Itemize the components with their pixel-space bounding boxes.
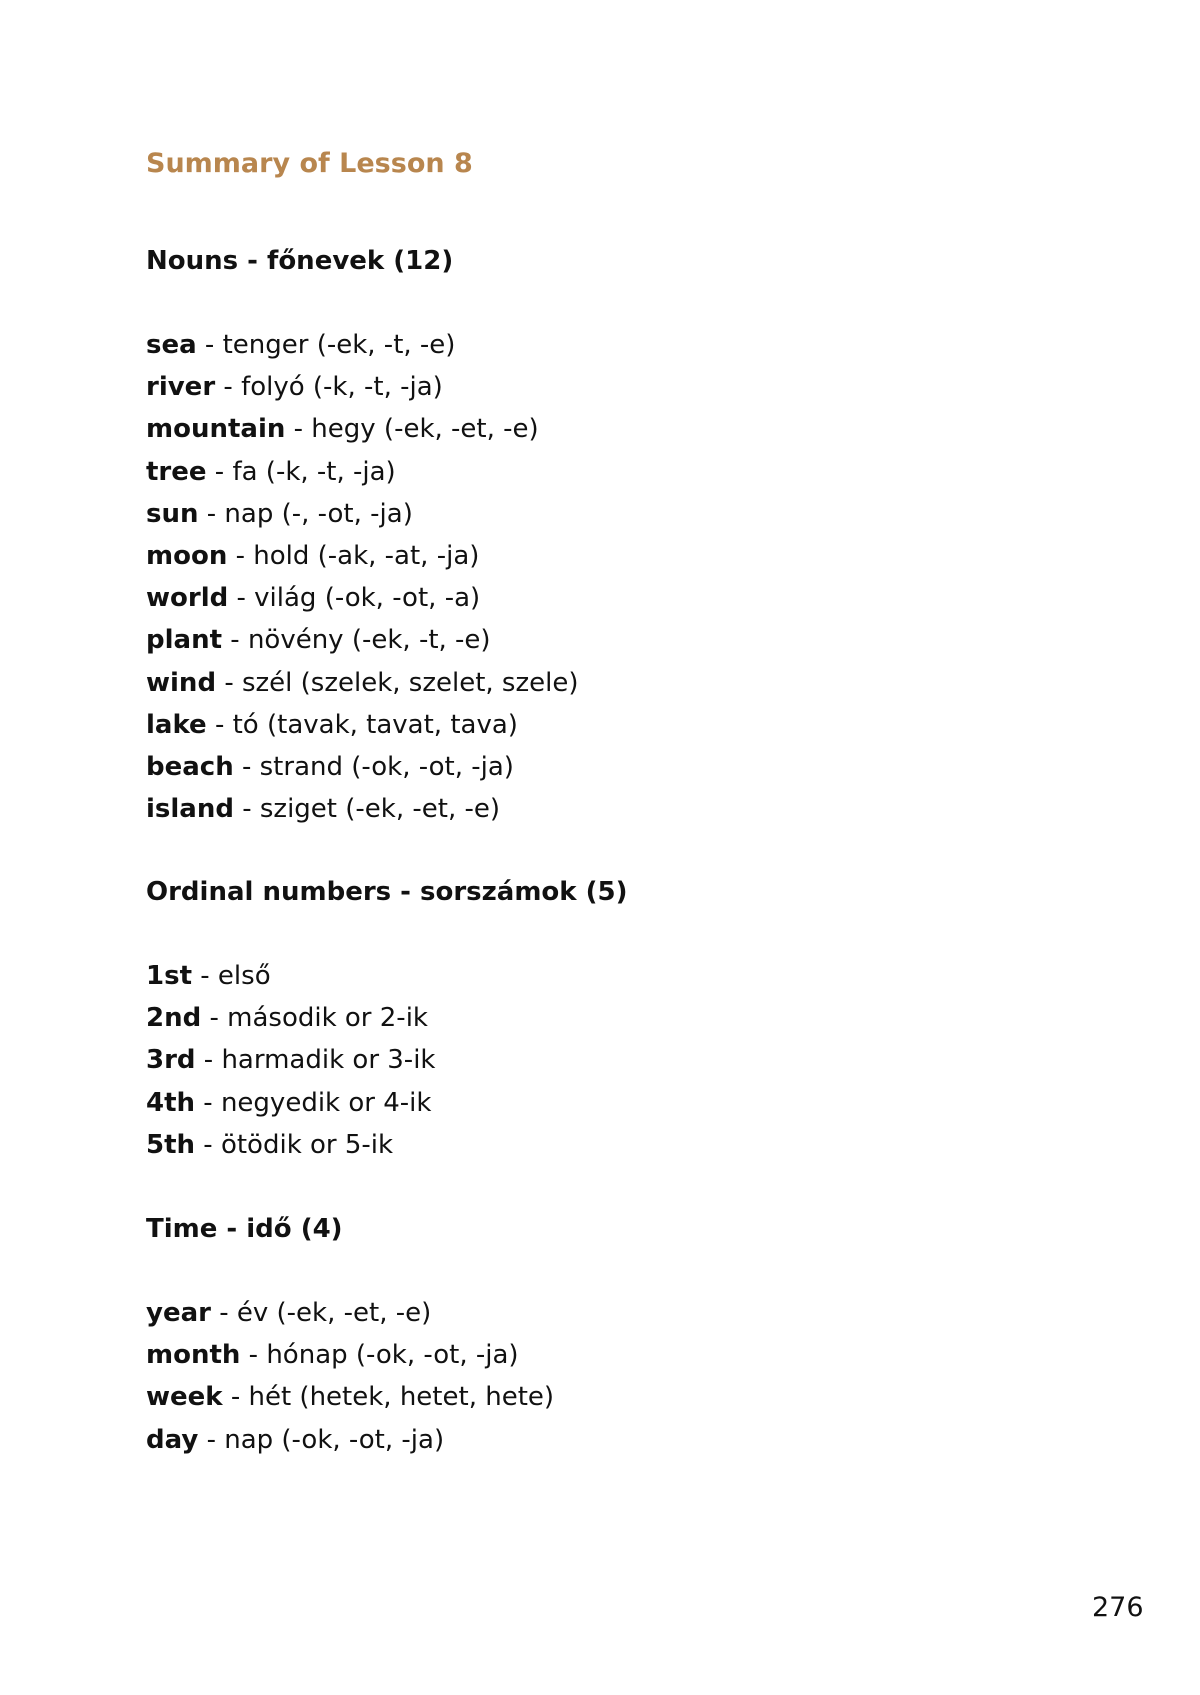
section-time — [146, 1208, 1046, 1461]
vocab-entry: 2nd - második or 2-ik — [146, 1003, 428, 1034]
vocab-entry: day - nap (-ok, -ot, -ja) — [146, 1424, 445, 1455]
vocab-entry: sun - nap (-, -ot, -ja) — [146, 498, 413, 529]
entry-definition: hold (-ak, -at, -ja) — [253, 540, 480, 571]
section-heading: Ordinal numbers - sorszámok (5) — [146, 877, 628, 907]
entry-term: 1st — [146, 961, 192, 991]
entry-list — [146, 955, 1046, 1166]
entry-list — [146, 1292, 1046, 1461]
entry-term: 3rd — [146, 1045, 196, 1076]
entry-term: day — [146, 1424, 199, 1455]
entry-term: 2nd — [146, 1003, 202, 1034]
entry-definition: nap (-, -ot, -ja) — [224, 498, 413, 529]
vocab-entry: week - hét (hetek, hetet, hete) — [146, 1382, 555, 1413]
vocab-entry: moon - hold (-ak, -at, -ja) — [146, 540, 480, 571]
entry-definition: hónap (-ok, -ot, -ja) — [266, 1340, 519, 1371]
vocab-entry: sea - tenger (-ek, -t, -e) — [146, 330, 456, 360]
entry-definition: strand (-ok, -ot, -ja) — [259, 751, 514, 782]
vocab-entry: mountain - hegy (-ek, -et, -e) — [146, 414, 539, 445]
entry-definition: második or 2-ik — [227, 1003, 428, 1034]
section-nouns — [146, 240, 1046, 830]
entry-definition: növény (-ek, -t, -e) — [247, 625, 491, 656]
entry-term: mountain — [146, 414, 286, 445]
vocab-entry: 1st - első — [146, 961, 271, 991]
vocab-entry: month - hónap (-ok, -ot, -ja) — [146, 1340, 519, 1371]
entry-term: moon — [146, 540, 228, 571]
entry-definition: hét (hetek, hetet, hete) — [248, 1382, 555, 1413]
section-heading: Nouns - főnevek (12) — [146, 246, 454, 276]
entry-definition: világ (-ok, -ot, -a) — [254, 583, 481, 614]
vocab-entry: plant - növény (-ek, -t, -e) — [146, 625, 491, 656]
entry-term: 5th — [146, 1129, 196, 1160]
entry-term: wind — [146, 667, 217, 698]
entry-definition: év (-ek, -et, -e) — [236, 1298, 432, 1328]
entry-term: sea — [146, 330, 197, 360]
entry-definition: ötödik or 5-ik — [220, 1129, 394, 1160]
vocab-entry: beach - strand (-ok, -ot, -ja) — [146, 751, 514, 782]
entry-term: lake — [146, 709, 207, 740]
vocab-entry: 5th - ötödik or 5-ik — [146, 1129, 394, 1160]
entry-term: month — [146, 1340, 241, 1371]
section-ordinal-numbers — [146, 871, 1046, 1166]
entry-definition: első — [217, 961, 271, 991]
entry-term: plant — [146, 625, 223, 656]
vocab-entry: world - világ (-ok, -ot, -a) — [146, 583, 481, 614]
entry-list — [146, 324, 1046, 830]
vocab-entry: 4th - negyedik or 4-ik — [146, 1087, 432, 1118]
vocab-entry: lake - tó (tavak, tavat, tava) — [146, 709, 518, 740]
entry-term: tree — [146, 456, 207, 487]
entry-definition: sziget (-ek, -et, -e) — [259, 794, 500, 825]
entry-term: island — [146, 794, 234, 825]
page-number: 276 — [1092, 1592, 1144, 1623]
entry-definition: tenger (-ek, -t, -e) — [222, 330, 456, 360]
entry-definition: tó (tavak, tavat, tava) — [232, 709, 518, 740]
entry-definition: hegy (-ek, -et, -e) — [311, 414, 539, 445]
lesson-title: Summary of Lesson 8 — [146, 148, 473, 179]
entry-definition: harmadik or 3-ik — [221, 1045, 436, 1076]
entry-definition: fa (-k, -t, -ja) — [232, 456, 396, 487]
vocab-entry: wind - szél (szelek, szelet, szele) — [146, 667, 579, 698]
entry-term: 4th — [146, 1087, 196, 1118]
entry-definition: negyedik or 4-ik — [220, 1087, 432, 1118]
vocab-entry: 3rd - harmadik or 3-ik — [146, 1045, 436, 1076]
vocab-entry: year - év (-ek, -et, -e) — [146, 1298, 432, 1328]
entry-term: week — [146, 1382, 223, 1413]
entry-term: world — [146, 583, 229, 614]
entry-term: year — [146, 1298, 211, 1328]
entry-definition: nap (-ok, -ot, -ja) — [224, 1424, 445, 1455]
vocab-entry: island - sziget (-ek, -et, -e) — [146, 794, 500, 825]
entry-definition: folyó (-k, -t, -ja) — [241, 372, 443, 403]
entry-term: river — [146, 372, 216, 403]
entry-term: sun — [146, 498, 199, 529]
entry-term: beach — [146, 751, 234, 782]
section-heading: Time - idő (4) — [146, 1214, 343, 1244]
vocab-entry: river - folyó (-k, -t, -ja) — [146, 372, 443, 403]
vocab-entry: tree - fa (-k, -t, -ja) — [146, 456, 396, 487]
entry-definition: szél (szelek, szelet, szele) — [241, 667, 579, 698]
